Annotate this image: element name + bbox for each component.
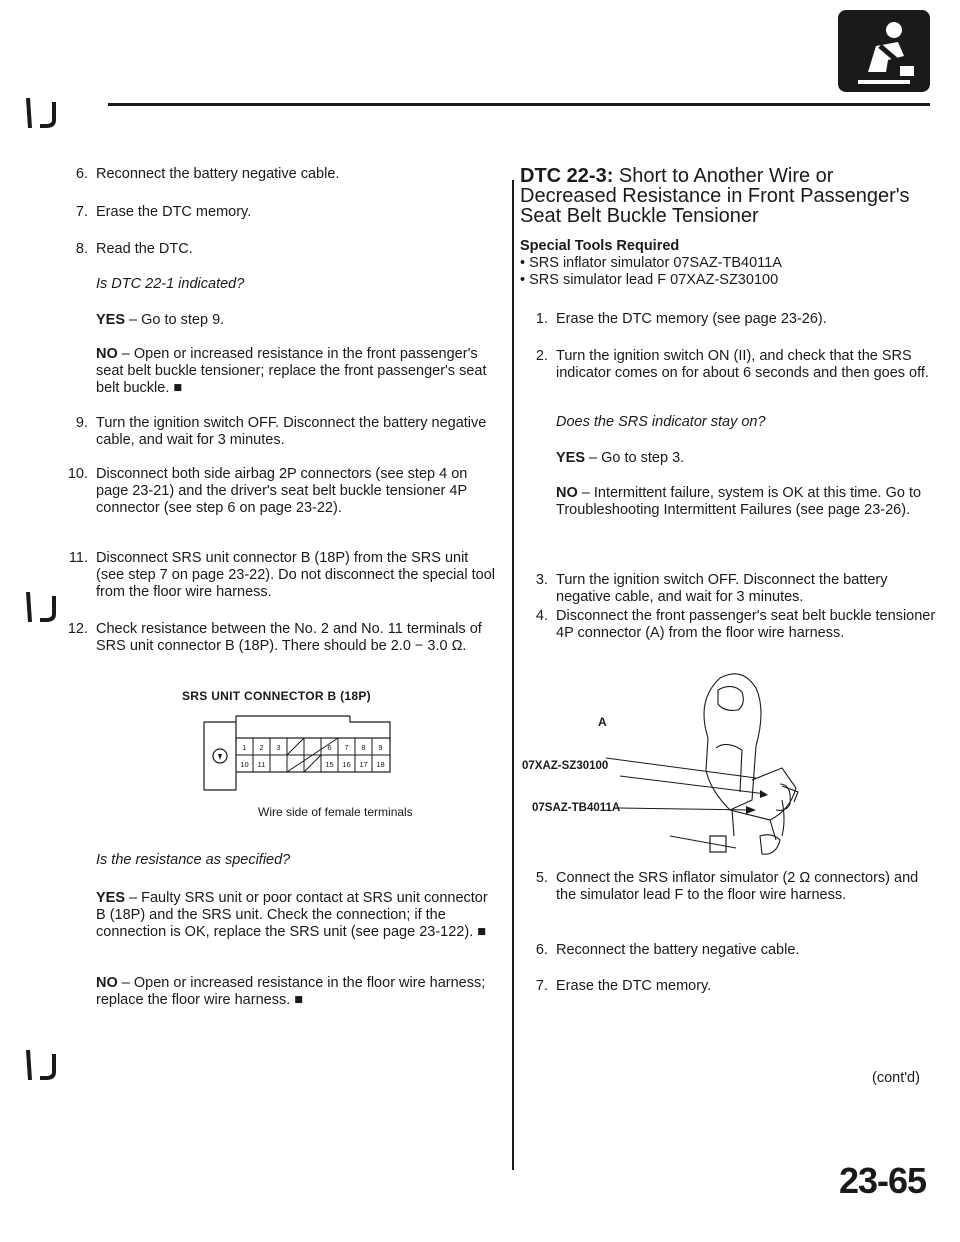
connector-terminal-label: 9	[378, 743, 383, 752]
answer-yes-right: YES – Go to step 3.	[556, 450, 685, 466]
step-3-right: 3. Turn the ignition switch OFF. Disconnect the battery negative cable, and wait for 3 minutes.	[535, 572, 888, 605]
step-1-right: 1. Erase the DTC memory (see page 23-26).	[535, 311, 827, 327]
answer-no-1: NO – Open or increased resistance in the front passenger's seat belt buckle tensioner; replace the front passenger's seat belt buckle. ■	[96, 346, 487, 396]
connector-terminal-label: 17	[359, 760, 368, 769]
answer-no-2: NO – Open or increased resistance in the floor wire harness; replace the floor wire harness. ■	[96, 975, 486, 1008]
connector-terminal-label: 11	[257, 760, 266, 769]
connector-diagram	[200, 712, 400, 794]
step-10-left: 10. Disconnect both side airbag 2P connectors (see step 4 on page 23-21) and the driver's seat belt buckle tensioner 4P connector (see step 6 on page 23-22).	[67, 466, 468, 516]
connector-terminal-label: 16	[342, 760, 351, 769]
tool-item-1: • SRS inflator simulator 07SAZ-TB4011A	[520, 255, 782, 271]
step-6-left: 6. Reconnect the battery negative cable.	[75, 166, 340, 182]
connector-terminal-label: 15	[325, 760, 334, 769]
connector-title: SRS UNIT CONNECTOR B (18P)	[182, 689, 371, 703]
step-7-right: 7. Erase the DTC memory.	[535, 978, 712, 994]
connector-terminal-label: 18	[376, 760, 385, 769]
step-5-right: 5. Connect the SRS inflator simulator (2 Ω connectors) and the simulator lead F to the floor wire harness.	[535, 870, 919, 903]
connector-caption: Wire side of female terminals	[258, 805, 413, 819]
question-dtc-22-1: Is DTC 22-1 indicated?	[96, 276, 245, 292]
seat-label-a: A	[598, 715, 607, 729]
step-8-left: 8. Read the DTC.	[75, 241, 193, 257]
question-resistance: Is the resistance as specified?	[96, 852, 291, 868]
step-11-left: 11. Disconnect SRS unit connector B (18P) from the SRS unit (see step 7 on page 23-22). Do not disconnect the special tool from the floor wire harness.	[68, 550, 496, 600]
margin-mark-icon	[24, 590, 60, 624]
continued-label: (cont'd)	[872, 1070, 920, 1086]
step-6-right: 6. Reconnect the battery negative cable.	[535, 942, 800, 958]
seat-belt-icon	[838, 10, 930, 92]
connector-terminal-label: 1	[242, 743, 247, 752]
question-srs-indicator: Does the SRS indicator stay on?	[556, 414, 766, 430]
special-tools-heading: Special Tools Required	[520, 238, 680, 254]
column-divider	[512, 180, 514, 1170]
margin-mark-icon	[24, 96, 60, 130]
connector-terminal-label: 10	[240, 760, 249, 769]
step-9-left: 9. Turn the ignition switch OFF. Disconnect the battery negative cable, and wait for 3 minutes.	[75, 415, 487, 448]
connector-terminal-label: 8	[361, 743, 366, 752]
connector-terminal-label: 3	[276, 743, 281, 752]
step-12-left: 12. Check resistance between the No. 2 and No. 11 terminals of SRS unit connector B (18P). There should be 2.0 − 3.0 Ω.	[67, 621, 482, 654]
margin-mark-icon	[24, 1048, 60, 1082]
step-2-right: 2. Turn the ignition switch ON (II), and check that the SRS indicator comes on for about 6 seconds and then goes off.	[535, 348, 929, 381]
answer-yes-1: YES – Go to step 9.	[96, 312, 225, 328]
connector-terminal-label: 2	[259, 743, 264, 752]
step-4-right: 4. Disconnect the front passenger's seat belt buckle tensioner 4P connector (A) from the floor wire harness.	[535, 608, 936, 641]
seat-label-simulator: 07SAZ-TB4011A	[532, 802, 621, 814]
answer-yes-2: YES – Faulty SRS unit or poor contact at SRS unit connector B (18P) and the SRS unit. Check the connection; if the connection is OK, replace the SRS unit (see page 23-122). ■	[96, 890, 488, 940]
connector-terminal-label: 7	[344, 743, 349, 752]
step-7-left: 7. Erase the DTC memory.	[75, 204, 252, 220]
header-rule	[108, 103, 930, 106]
connector-terminal-label: 6	[327, 743, 332, 752]
page-number: 23-65	[839, 1160, 927, 1201]
tool-item-2: • SRS simulator lead F 07XAZ-SZ30100	[520, 272, 779, 288]
section-title: DTC 22-3: Short to Another Wire or Decreased Resistance in Front Passenger's Seat Belt Buckle Tensioner	[520, 165, 910, 227]
seat-label-lead: 07XAZ-SZ30100	[522, 760, 609, 772]
answer-no-right: NO – Intermittent failure, system is OK at this time. Go to Troubleshooting Intermittent Failures (see page 23-26).	[556, 485, 922, 518]
